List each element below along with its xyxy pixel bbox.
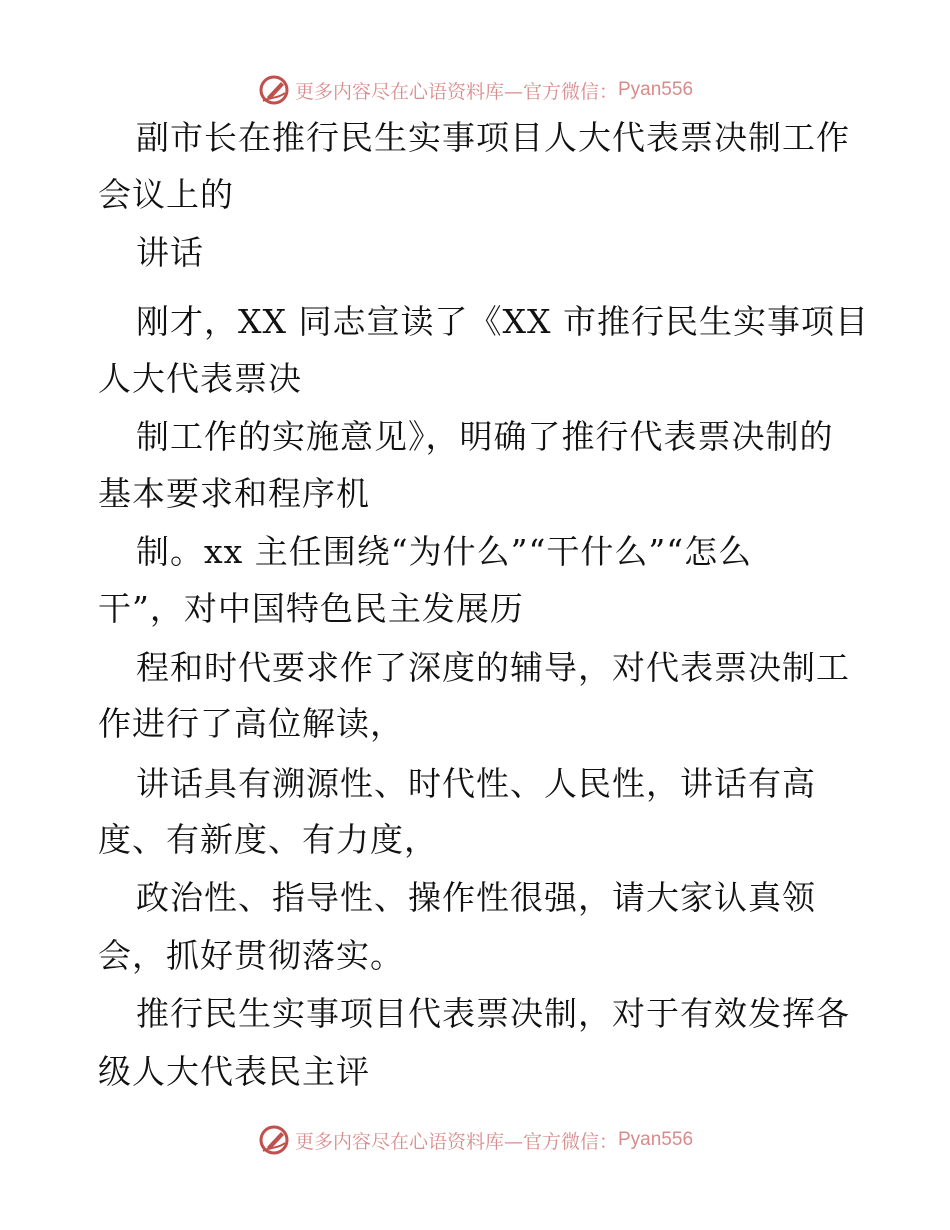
watermark-text: 更多内容尽在心语资料库—官方微信： [294, 1130, 618, 1153]
watermark-wechat-id: Pyan556 [618, 1129, 694, 1150]
text-line: 制。xx 主任围绕“为什么”“干什么”“怎么 [136, 532, 753, 571]
watermark-wechat-id: Pyan556 [618, 79, 694, 100]
text-line: 讲话具有溯源性、时代性、人民性，讲话有高 [136, 764, 816, 803]
text-line: 讲话 [136, 233, 204, 272]
text-line: 会，抓好贯彻落实。 [98, 936, 404, 975]
pen-logo-icon [257, 1123, 291, 1157]
text-line: 副市长在推行民生实事项目人大代表票决制工作 [136, 118, 850, 157]
text-line: 会议上的 [98, 175, 234, 214]
text-line: 推行民生实事项目代表票决制，对于有效发挥各 [136, 994, 850, 1033]
text-line: 作进行了高位解读， [98, 704, 404, 743]
text-line: 程和时代要求作了深度的辅导，对代表票决制工 [136, 648, 850, 687]
header-watermark [0, 70, 950, 110]
text-line: 基本要求和程序机 [98, 474, 370, 513]
text-line: 人大代表票决 [98, 359, 302, 398]
footer-watermark [0, 1120, 950, 1160]
text-line: 刚才，XX 同志宣读了《XX 市推行民生实事项目 [136, 302, 869, 341]
text-line: 政治性、指导性、操作性很强，请大家认真领 [136, 878, 816, 917]
text-line: 干”，对中国特色民主发展历 [98, 589, 524, 628]
text-line: 级人大代表民主评 [98, 1052, 370, 1091]
text-line: 制工作的实施意见》，明确了推行代表票决制的 [136, 417, 834, 456]
watermark-text: 更多内容尽在心语资料库—官方微信： [294, 80, 618, 103]
text-line: 度、有新度、有力度， [98, 820, 438, 859]
pen-logo-icon [257, 73, 291, 107]
